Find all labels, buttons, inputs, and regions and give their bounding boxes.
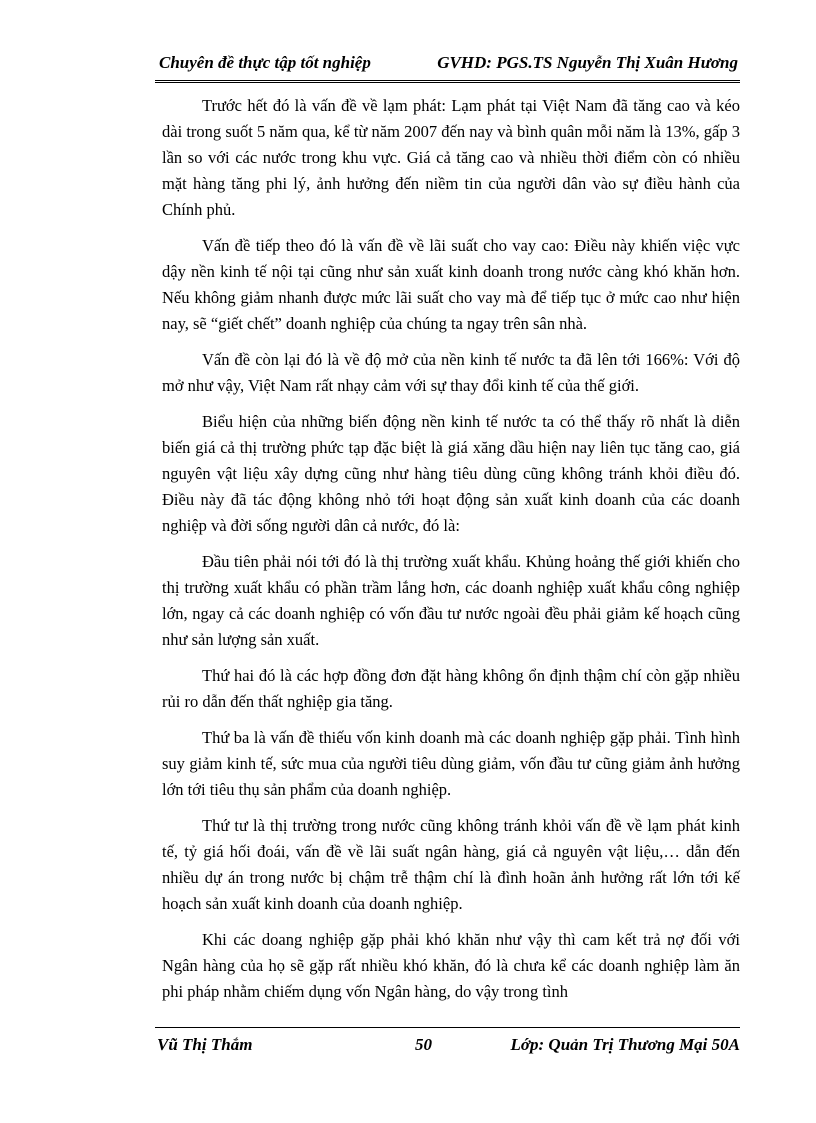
footer-author: Vũ Thị Thắm (157, 1035, 253, 1054)
paragraph-6: Thứ hai đó là các hợp đồng đơn đặt hàng không ổn định thậm chí còn gặp nhiều rủi ro dẫn đến thất nghiệp gia tăng. (162, 666, 740, 711)
page-header (155, 50, 740, 83)
page-footer (155, 1027, 740, 1064)
footer-class: Lớp: Quản Trị Thương Mại 50A (510, 1035, 740, 1054)
paragraph-9: Khi các doang nghiệp gặp phải khó khăn như vậy thì cam kết trả nợ đối với Ngân hàng của họ sẽ gặp rất nhiều khó khăn, đó là chưa kể các doanh nghiệp làm ăn phi pháp nhằm chiếm dụng vốn Ngân hàng, do vậy trong tình (162, 930, 740, 1001)
paragraph-5: Đầu tiên phải nói tới đó là thị trường xuất khẩu. Khủng hoảng thế giới khiến cho thị trường xuất khẩu có phần trầm lắng hơn, các doanh nghiệp xuất khẩu công nghiệp lớn, ngay cả các doanh nghiệp có vốn đầu tư nước ngoài đều phải giảm kế hoạch cũng như sản lượng sản xuất. (162, 552, 740, 649)
paragraph-2: Vấn đề tiếp theo đó là vấn đề về lãi suất cho vay cao: Điều này khiến việc vực dậy nền kinh tế nội tại cũng như sản xuất kinh doanh trong nước càng khó khăn hơn. Nếu không giảm nhanh được mức lãi suất cho vay mà để tiếp tục ở mức cao như hiện nay, sẽ “giết chết” doanh nghiệp của chúng ta ngay trên sân nhà. (162, 236, 740, 333)
paragraph-1: Trước hết đó là vấn đề về lạm phát: Lạm phát tại Việt Nam đã tăng cao và kéo dài trong suốt 5 năm qua, kể từ năm 2007 đến nay và bình quân mỗi năm là 13%, gấp 3 lần so với các nước trong khu vực. Giá cả tăng cao và nhiều thời điểm còn có nhiều mặt hàng tăng phi lý, ảnh hưởng đến niềm tin của người dân vào sự điều hành của Chính phủ. (162, 96, 740, 219)
paragraph-3: Vấn đề còn lại đó là về độ mở của nền kinh tế nước ta đã lên tới 166%: Với độ mở như vậy, Việt Nam rất nhạy cảm với sự thay đổi kinh tế của thế giới. (162, 350, 740, 395)
page-number: 50 (415, 1035, 432, 1054)
document-body (162, 93, 740, 1015)
paragraph-4: Biểu hiện của những biến động nền kinh tế nước ta có thể thấy rõ nhất là diễn biến giá cả thị trường phức tạp đặc biệt là giá xăng dầu hiện nay liên tục tăng cao, giá nguyên vật liệu xây dựng cũng như hàng tiêu dùng cũng không tránh khỏi điều đó. Điều này đã tác động không nhỏ tới hoạt động sản xuất kinh doanh của các doanh nghiệp và đời sống người dân cả nước, đó là: (162, 412, 740, 535)
header-report-title: Chuyên đề thực tập tốt nghiệp (159, 53, 371, 72)
paragraph-7: Thứ ba là vấn đề thiếu vốn kinh doanh mà các doanh nghiệp gặp phải. Tình hình suy giảm kinh tế, sức mua của người tiêu dùng giảm, vốn đầu tư cũng giảm ảnh hưởng lớn tới tiêu thụ sản phẩm của doanh nghiệp. (162, 728, 740, 799)
header-supervisor: GVHD: PGS.TS Nguyễn Thị Xuân Hương (437, 53, 738, 72)
paragraph-8: Thứ tư là thị trường trong nước cũng không tránh khỏi vấn đề về lạm phát kinh tế, tỷ giá hối đoái, vấn đề về lãi suất ngân hàng, giá cả nguyên vật liệu,… dẫn đến nhiều dự án trong nước bị chậm trễ thậm chí là đình hoãn ảnh hưởng rất lớn tới kế hoạch sản xuất kinh doanh của doanh nghiệp. (162, 816, 740, 913)
